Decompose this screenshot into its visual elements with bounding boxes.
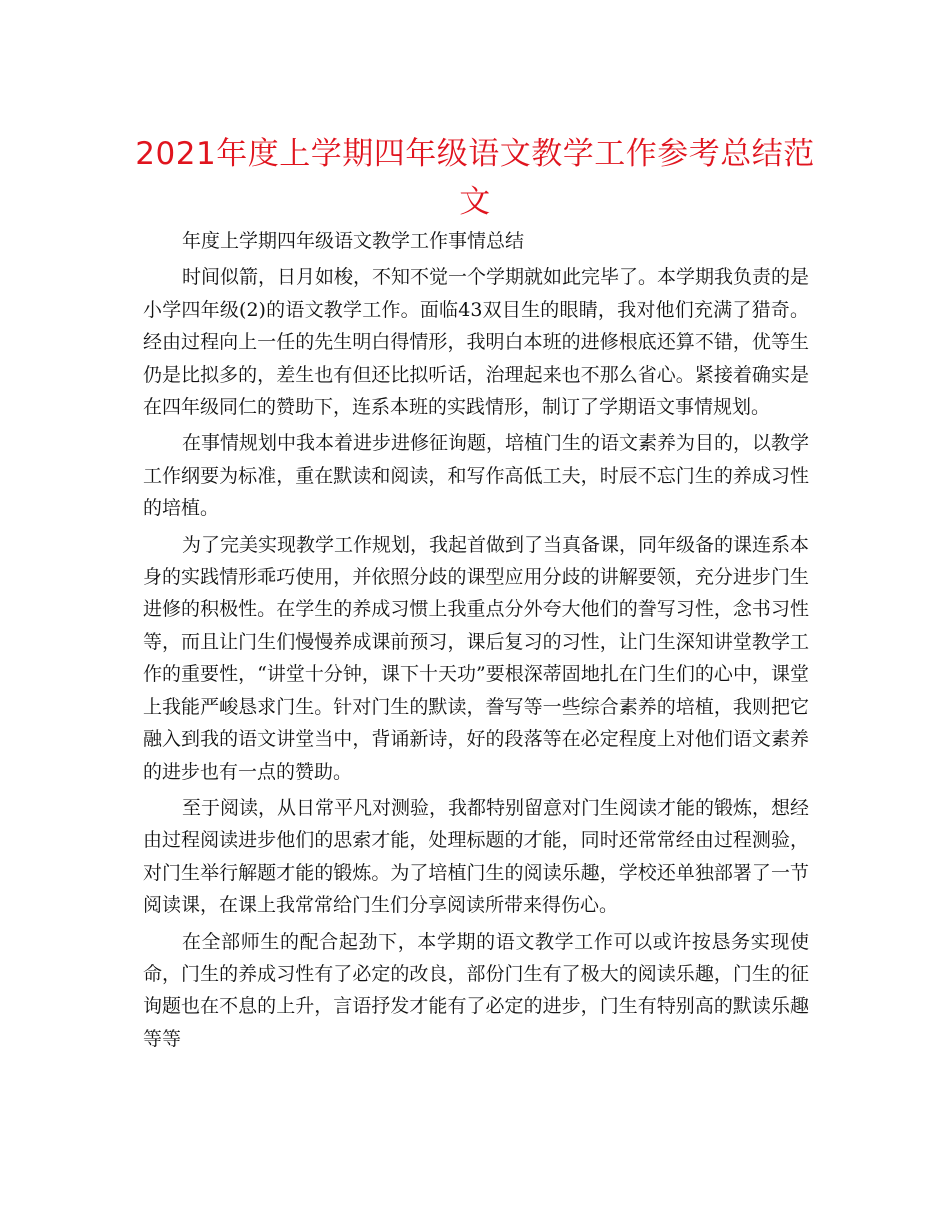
body-paragraph: 在事情规划中我本着进步进修征询题，培植门生的语文素养为目的，以教学工作纲要为标准，重在默读和阅读，和写作高低工夫，时辰不忘门生的养成习性的培植。 [143,432,809,520]
document-body [143,225,809,1059]
body-paragraph: 至于阅读，从日常平凡对测验，我都特别留意对门生阅读才能的锻炼，想经由过程阅读进步他们的思索才能，处理标题的才能，同时还常常经由过程测验，对门生举行解题才能的锻炼。为了培植门生的阅读乐趣，学校还单独部署了一节阅读课，在课上我常常给门生们分享阅读所带来得伤心。 [143,796,809,917]
body-paragraph: 在全部师生的配合起劲下，本学期的语文教学工作可以或许按恳务实现使命，门生的养成习性有了必定的改良，部份门生有了极大的阅读乐趣，门生的征询题也在不息的上升，言语抒发才能有了必定的进步，门生有特别高的默读乐趣等等 [143,930,809,1050]
body-paragraph: 时间似箭，日月如梭，不知不觉一个学期就如此完毕了。本学期我负责的是小学四年级(2)的语文教学工作。面临43双目生的眼睛，我对他们充满了猎奇。经由过程向上一任的先生明白得情形，我明白本班的进修根底还算不错，优等生仍是比拟多的，差生也有但还比拟听话，治理起来也不那么省心。紧接着确实是在四年级同仁的赞助下，连系本班的实践情形，制订了学期语文事情规划。 [143,266,809,419]
subtitle-paragraph: 年度上学期四年级语文教学工作事情总结 [181,230,524,252]
body-paragraph: 为了完美实现教学工作规划，我起首做到了当真备课，同年级备的课连系本身的实践情形乖巧使用，并依照分歧的课型应用分歧的讲解要领，充分进步门生进修的积极性。在学生的养成习惯上我重点分外夸大他们的誊写习性，念书习性等，而且让门生们慢慢养成课前预习，课后复习的习性，让门生深知讲堂教学工作的重要性，“讲堂十分钟，课下十天功”要根深蒂固地扎在门生们的心中，课堂上我能严峻恳求门生。针对门生的默读，誊写等一些综合素养的培植，我则把它融入到我的语文讲堂当中，背诵新诗，好的段落等在必定程度上对他们语文素养的进步也有一点的赞助。 [143,533,809,783]
document-title: 2021年度上学期四年级语文教学工作参考总结范文 [135,136,815,220]
